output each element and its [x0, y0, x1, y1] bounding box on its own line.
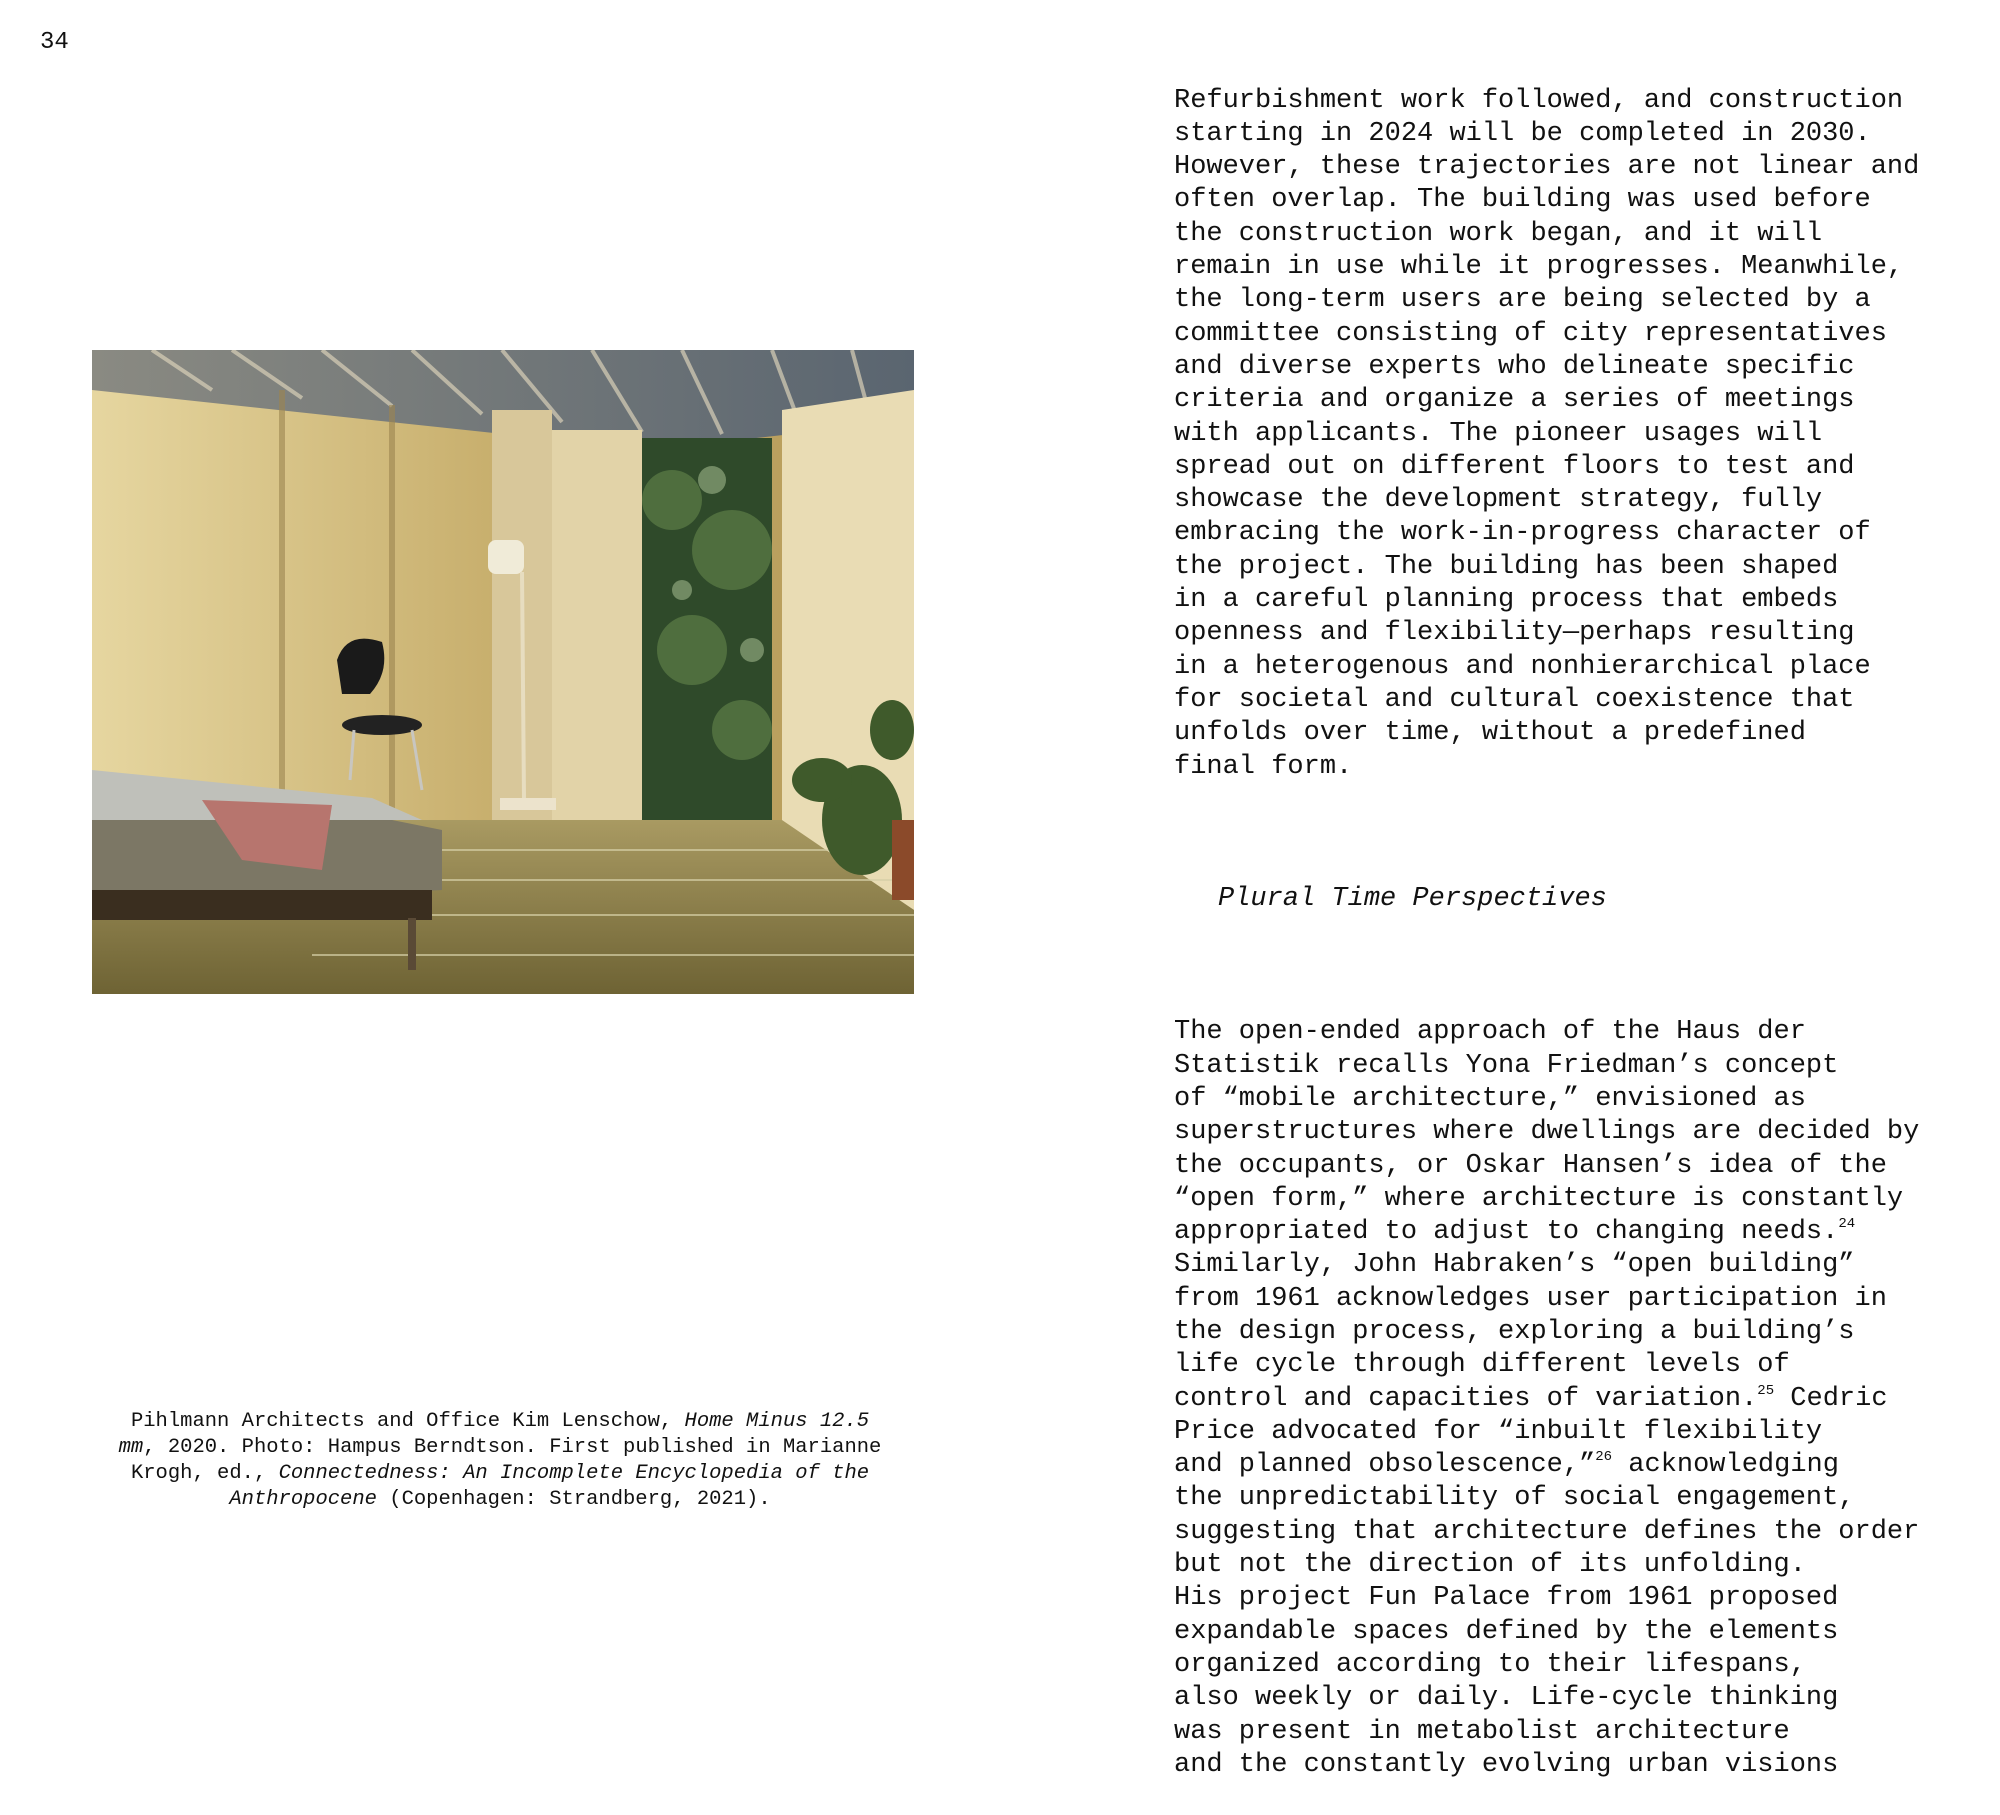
paragraph-2	[1174, 1016, 1974, 1782]
interior-photo-image	[92, 350, 914, 994]
body-text-column	[1174, 18, 1974, 1815]
caption-title-2: Connectedness: An Incomplete Encyclopedia of the Anthropocene	[229, 1462, 870, 1511]
section-heading: Plural Time Perspectives	[1218, 884, 1607, 915]
caption-title-1: Home Minus 12.5	[684, 1410, 870, 1433]
paragraph-2-seg2: Similarly, John Habraken’s “open building” from 1961 acknowledges user participation in the design process, exploring a building’s life cycle through different levels of control and capacities of variation.	[1174, 1250, 1887, 1414]
footnote-26[interactable]: 26	[1595, 1449, 1613, 1466]
caption-text-2: , 2020. Photo: Hampus Berndtson. First published in Marianne Krogh, ed.,	[130, 1436, 882, 1485]
footnote-24[interactable]: 24	[1838, 1216, 1856, 1233]
page-number: 34	[40, 29, 69, 56]
paragraph-1: Refurbishment work followed, and construction starting in 2024 will be completed in 2030. However, these trajectories are not linear and often overlap. The building was used before the construction work began, and it will remain in use while it progresses. Meanwhile, the long-term users are being selected by a committee consisting of city representatives and diverse experts who delineate specific criteria and organize a series of meetings with applicants. The pioneer usages will spread out on different floors to test and showcase the development strategy, fully embracing the work-in-progress character of the project. The building has been shaped in a careful planning process that embeds openness and flexibility—perhaps resulting in a heterogenous and nonhierarchical place for societal and cultural coexistence that unfolds over time, without a predefined final form.	[1174, 85, 1920, 782]
paragraph-2-seg3: Cedric Price advocated for “inbuilt flexibility and planned obsolescence,”	[1174, 1383, 1888, 1481]
caption-text-1: Pihlmann Architects and Office Kim Lenschow,	[130, 1410, 685, 1433]
footnote-25[interactable]: 25	[1757, 1382, 1775, 1399]
caption-text-3: (Copenhagen: Strandberg, 2021).	[376, 1488, 771, 1511]
interior-photo	[92, 350, 914, 994]
figure-caption	[80, 1409, 920, 1513]
paragraph-2-seg1: The open-ended approach of the Haus der Statistik recalls Yona Friedman’s concept of “mobile architecture,” envisioned as superstructures where dwellings are decided by the occupants, or Oskar Hansen’s idea of the “open form,” where architecture is constantly appropriated to adjust to changing needs.	[1174, 1017, 1920, 1248]
paragraph-2-seg4: acknowledging the unpredictability of social engagement, suggesting that architecture defines the order but not the direction of its unfolding. His project Fun Palace from 1961 proposed expandable spaces defined by the elements organized according to their lifespans, also weekly or daily. Life-cycle thinking was present in metabolist architecture and the constantly evolving urban visions	[1174, 1450, 1920, 1780]
caption-title-1b: mm	[118, 1436, 144, 1459]
